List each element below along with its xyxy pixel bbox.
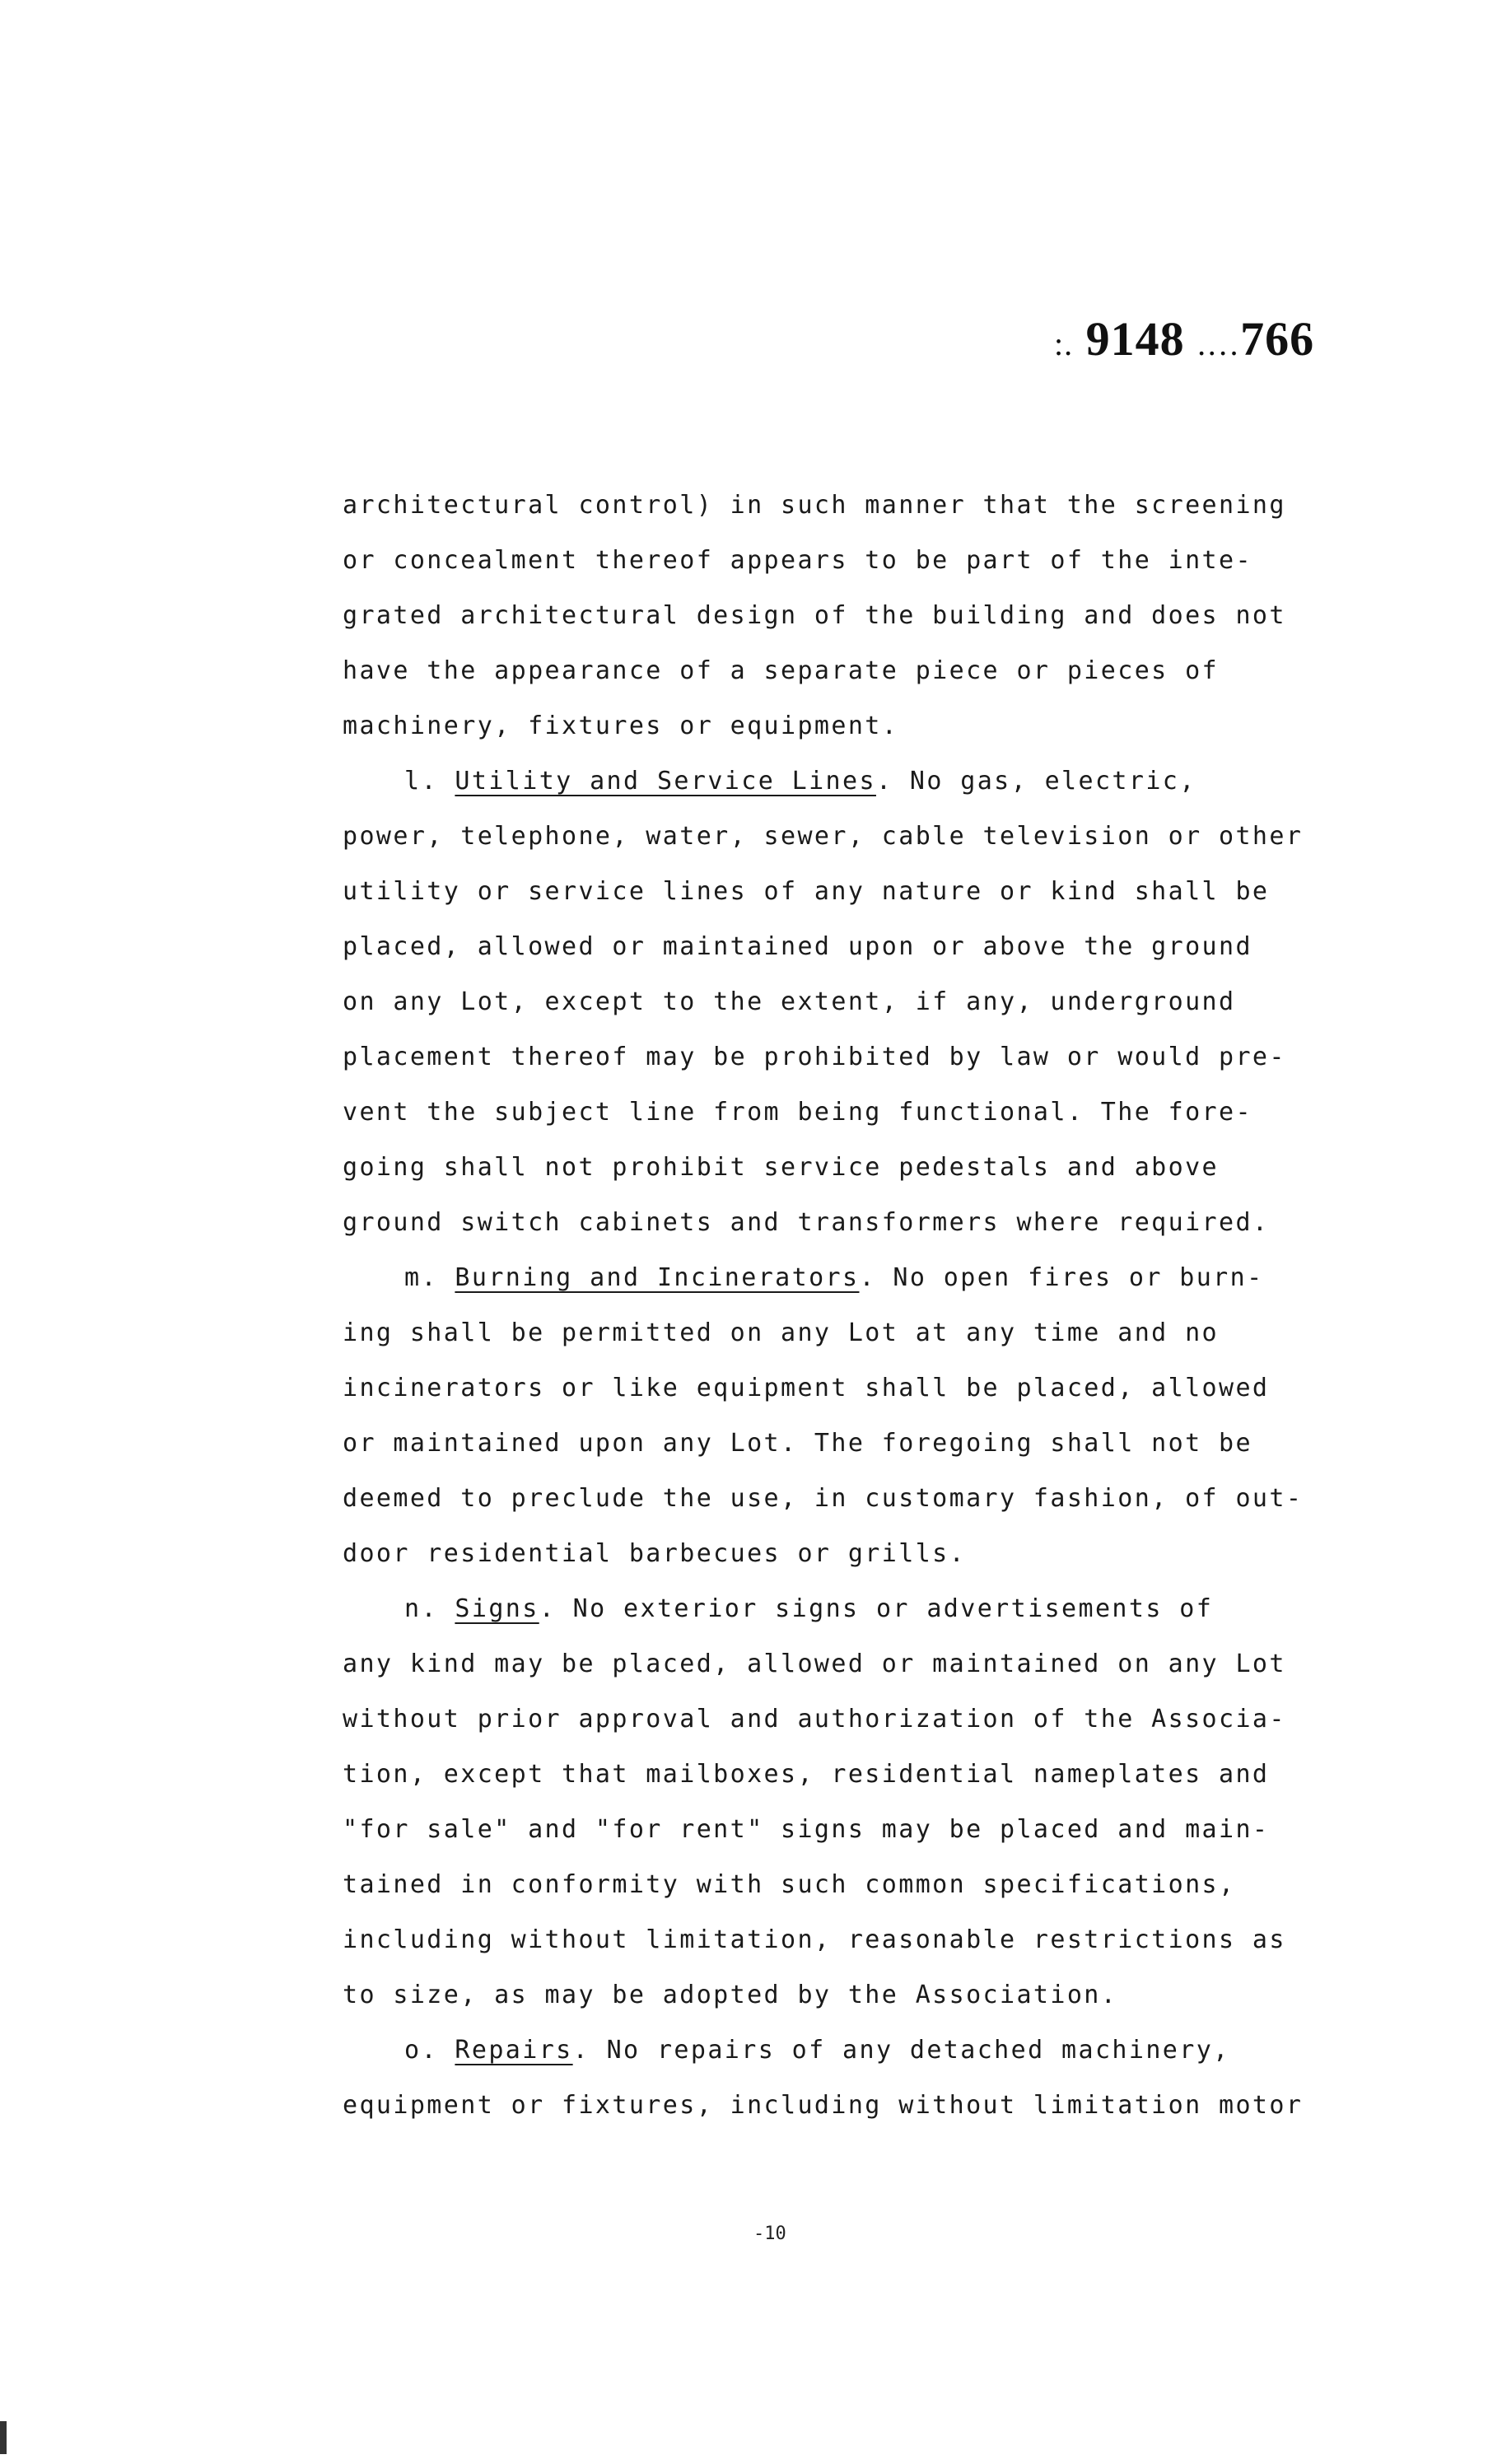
section-m-first-line (343, 1250, 1347, 1305)
page-id-mid: .… (1197, 325, 1241, 362)
section-m-letter: m. (404, 1263, 438, 1292)
section-o-first-line (343, 2023, 1347, 2078)
text-line: ing shall be permitted on any Lot at any time and no (343, 1318, 1219, 1347)
section-o-letter: o. (404, 2036, 438, 2065)
section-m-heading: Burning and Incinerators (455, 1263, 860, 1292)
text-line: door residential barbecues or grills. (343, 1539, 967, 1568)
page-id-prefix: :. (1054, 325, 1074, 362)
section-m-first-line-text: . No open fires or burn- (859, 1263, 1264, 1292)
section-l-first-line-text: . No gas, electric, (875, 767, 1196, 796)
text-line: any kind may be placed, allowed or maintained on any Lot (343, 1650, 1286, 1678)
text-line: without prior approval and authorization of the Associa- (343, 1705, 1286, 1734)
text-line: or maintained upon any Lot. The foregoing shall not be (343, 1429, 1252, 1458)
section-l-letter: l. (404, 767, 438, 796)
text-line: tained in conformity with such common specifications, (343, 1870, 1236, 1899)
text-line: vent the subject line from being functional. The fore- (343, 1098, 1252, 1127)
text-line: incinerators or like equipment shall be placed, allowed (343, 1374, 1270, 1402)
text-line: placement thereof may be prohibited by law or would pre- (343, 1043, 1286, 1071)
section-l-heading: Utility and Service Lines (455, 767, 876, 796)
document-body (343, 478, 1347, 2133)
text-line: or concealment thereof appears to be part of the inte- (343, 546, 1252, 575)
page-id-main: 9148 (1085, 312, 1185, 366)
text-line: grated architectural design of the building and does not (343, 601, 1286, 630)
text-line: machinery, fixtures or equipment. (343, 712, 899, 740)
text-line: including without limitation, reasonable restrictions as (343, 1925, 1286, 1954)
text-line: tion, except that mailboxes, residential nameplates and (343, 1760, 1270, 1789)
section-o-first-line-text: . No repairs of any detached machinery, (572, 2036, 1230, 2065)
text-line: to size, as may be adopted by the Association. (343, 1981, 1118, 2009)
section-n-letter: n. (404, 1594, 438, 1623)
recording-page-number (1054, 311, 1314, 366)
text-line: equipment or fixtures, including without limitation motor (343, 2091, 1304, 2120)
section-o-heading: Repairs (455, 2036, 573, 2065)
footer-page-number: -10 (753, 2224, 786, 2244)
text-line: placed, allowed or maintained upon or above the ground (343, 932, 1252, 961)
text-line: ground switch cabinets and transformers where required. (343, 1208, 1270, 1237)
text-line: on any Lot, except to the extent, if any, underground (343, 987, 1236, 1016)
text-line: utility or service lines of any nature or kind shall be (343, 877, 1270, 906)
text-line: "for sale" and "for rent" signs may be placed and main- (343, 1815, 1270, 1844)
text-line: deemed to preclude the use, in customary fashion, of out- (343, 1484, 1304, 1513)
text-line: going shall not prohibit service pedestals and above (343, 1153, 1219, 1182)
scan-edge-mark (0, 2421, 7, 2454)
section-n-first-line (343, 1581, 1347, 1636)
text-line: have the appearance of a separate piece or pieces of (343, 656, 1219, 685)
text-line: power, telephone, water, sewer, cable television or other (343, 822, 1304, 851)
section-n-heading: Signs (455, 1594, 539, 1623)
text-line: architectural control) in such manner that the screening (343, 491, 1286, 520)
section-l-first-line (343, 754, 1347, 809)
section-n-first-line-text: . No exterior signs or advertisements of (539, 1594, 1214, 1623)
page-id-suffix: 766 (1240, 312, 1315, 366)
